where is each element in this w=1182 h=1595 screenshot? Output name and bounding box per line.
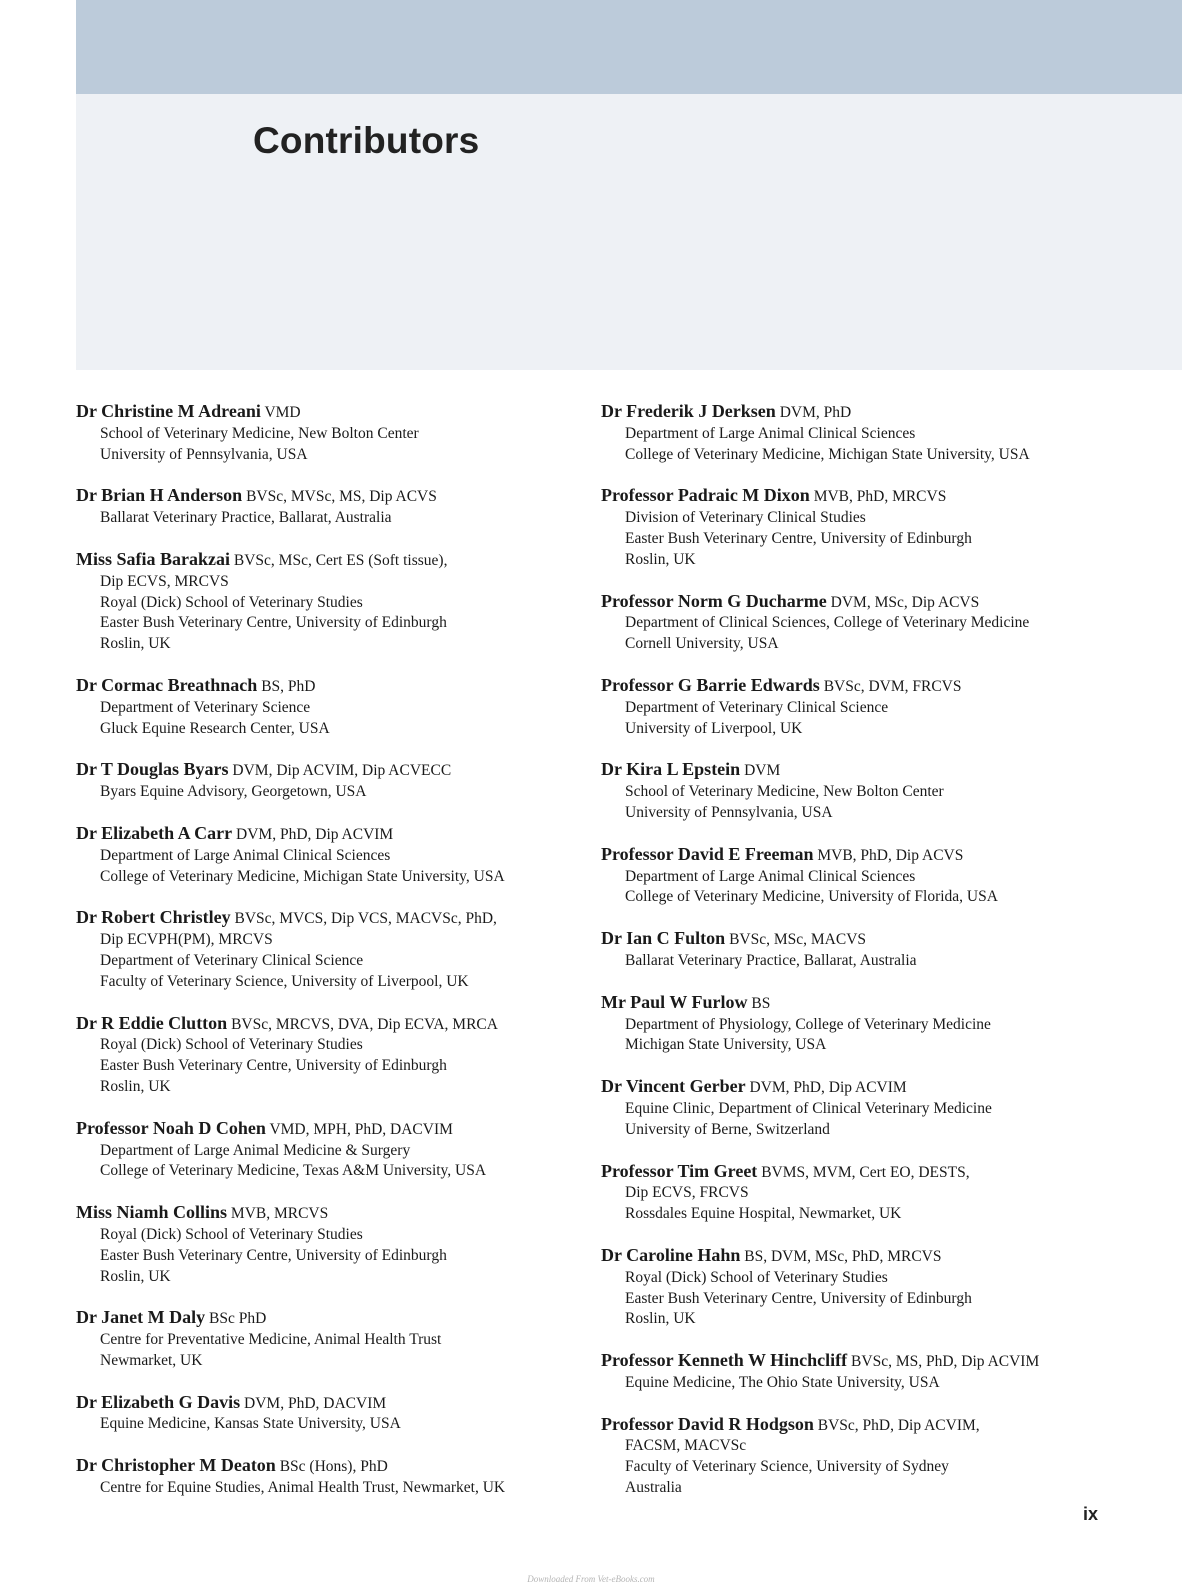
contributor-name: Dr Ian C Fulton <box>601 928 726 949</box>
contributor-qualifications: DVM, PhD <box>779 404 852 421</box>
contributor-entry <box>76 401 586 465</box>
contributor-heading <box>601 401 1161 424</box>
contributor-name: Miss Niamh Collins <box>76 1202 228 1223</box>
contributor-name: Dr Elizabeth G Davis <box>76 1391 241 1412</box>
contributor-entry <box>601 928 1161 972</box>
contributor-affiliation-line: Australia <box>625 1479 682 1497</box>
contributor-name: Dr Janet M Daly <box>76 1307 206 1328</box>
contributor-affiliation-line: Cornell University, USA <box>625 635 779 653</box>
contributor-affiliation-line: Roslin, UK <box>625 550 696 568</box>
contributor-name: Miss Safia Barakzai <box>76 548 231 569</box>
contributor-name: Professor David E Freeman <box>601 843 814 864</box>
contributor-qualifications: BVSc, MSc, MACVS <box>729 931 867 949</box>
contributor-name: Professor Tim Greet <box>601 1160 758 1181</box>
contributor-affiliation-line: Centre for Preventative Medicine, Animal Health Trust <box>100 1331 442 1349</box>
contributor-affiliation-line: Department of Large Animal Medicine & Surgery <box>100 1141 411 1159</box>
contributor-qualifications: DVM <box>744 762 781 780</box>
contributor-heading <box>601 844 1161 867</box>
contributor-entry <box>76 549 586 655</box>
contributor-affiliation-line: Roslin, UK <box>100 1267 171 1285</box>
contributor-affiliation-line: School of Veterinary Medicine, New Bolton Center <box>100 424 419 442</box>
contributor-heading <box>76 549 586 572</box>
contributor-heading <box>76 485 586 508</box>
contributor-heading <box>76 907 586 930</box>
contributor-qualifications: BVSc, MVCS, Dip VCS, MACVSc, PhD, <box>234 910 497 928</box>
contributor-heading <box>601 1414 1161 1437</box>
contributor-heading <box>601 675 1161 698</box>
contributor-affiliation-line: Department of Large Animal Clinical Sciences <box>625 867 916 885</box>
contributor-name: Dr Elizabeth A Carr <box>76 822 233 843</box>
contributor-entry <box>601 844 1161 908</box>
contributor-affiliation-line: Byars Equine Advisory, Georgetown, USA <box>100 783 367 801</box>
contributor-qualifications: MVB, MRCVS <box>230 1205 329 1223</box>
contributor-entry <box>601 759 1161 823</box>
contributor-name: Professor G Barrie Edwards <box>601 674 820 695</box>
contributor-affiliation-line: Department of Physiology, College of Veterinary Medicine <box>625 1015 991 1033</box>
contributor-heading <box>76 675 586 698</box>
contributor-affiliation-line: School of Veterinary Medicine, New Bolton Center <box>625 783 944 801</box>
contributor-qualifications: BVSc, MS, PhD, Dip ACVIM <box>851 1353 1040 1371</box>
contributor-affiliation-line: Equine Medicine, Kansas State University, USA <box>100 1415 401 1433</box>
contributor-affiliation-line: Roslin, UK <box>625 1310 696 1328</box>
contributor-name: Mr Paul W Furlow <box>601 991 748 1012</box>
contributor-affiliation-line: Roslin, UK <box>100 1077 171 1095</box>
contributor-entry <box>76 823 586 887</box>
contributor-entry <box>76 759 586 803</box>
contributor-qualifications: MVB, PhD, Dip ACVS <box>817 846 964 864</box>
contributor-heading <box>601 591 1161 614</box>
contributor-heading <box>601 1161 1161 1184</box>
contributor-heading <box>601 992 1161 1015</box>
contributor-affiliation-line: Dip ECVPH(PM), MRCVS <box>100 931 273 949</box>
contributor-affiliation-line: Department of Large Animal Clinical Sciences <box>625 424 916 442</box>
contributor-heading <box>76 1118 586 1141</box>
contributor-entry <box>76 485 586 529</box>
contributor-entry <box>76 1392 586 1436</box>
contributor-qualifications: BVSc, MSc, Cert ES (Soft tissue), <box>233 551 448 569</box>
contributor-name: Dr Kira L Epstein <box>601 759 741 780</box>
contributor-affiliation-line: Easter Bush Veterinary Centre, University of Edinburgh <box>100 1057 447 1075</box>
contributor-heading <box>76 1392 586 1415</box>
contributor-name: Dr Cormac Breathnach <box>76 674 258 695</box>
contributor-entry <box>76 907 586 992</box>
contributor-affiliation-line: Rossdales Equine Hospital, Newmarket, UK <box>625 1205 902 1223</box>
contributor-affiliation-line: University of Liverpool, UK <box>625 719 803 737</box>
contributor-affiliation-line: College of Veterinary Medicine, University of Florida, USA <box>625 888 998 906</box>
contributor-entry <box>76 1202 586 1287</box>
contributor-affiliation-line: Roslin, UK <box>100 635 171 653</box>
contributor-name: Professor Noah D Cohen <box>76 1117 266 1138</box>
contributor-entry <box>76 1118 586 1182</box>
contributor-qualifications: DVM, PhD, DACVIM <box>244 1394 387 1412</box>
contributor-qualifications: VMD, MPH, PhD, DACVIM <box>269 1120 453 1138</box>
contributor-affiliation-line: University of Berne, Switzerland <box>625 1120 830 1138</box>
contributor-heading <box>76 823 586 846</box>
contributor-qualifications: MVB, PhD, MRCVS <box>813 488 947 506</box>
contributor-affiliation-line: Easter Bush Veterinary Centre, University of Edinburgh <box>100 614 447 632</box>
contributor-name: Dr T Douglas Byars <box>76 759 229 780</box>
contributor-heading <box>601 1350 1161 1373</box>
contributor-affiliation-line: University of Pennsylvania, USA <box>100 445 308 463</box>
contributor-entry <box>76 1307 586 1371</box>
contributor-affiliation-line: College of Veterinary Medicine, Michigan State University, USA <box>100 867 505 885</box>
contributor-qualifications: BVSc, MVSc, MS, Dip ACVS <box>246 488 437 506</box>
contributor-affiliation-line: Easter Bush Veterinary Centre, University of Edinburgh <box>625 1289 972 1307</box>
contributor-heading <box>76 1013 586 1036</box>
contributors-left-column <box>76 401 586 1519</box>
header-band <box>76 0 1182 94</box>
download-watermark: Downloaded From Vet-eBooks.com <box>527 1574 655 1584</box>
contributor-name: Dr Brian H Anderson <box>76 485 243 506</box>
contributors-right-column <box>601 401 1161 1519</box>
contributor-qualifications: DVM, PhD, Dip ACVIM <box>236 825 394 843</box>
contributor-entry <box>601 1161 1161 1225</box>
contributor-qualifications: BVSc, MRCVS, DVA, Dip ECVA, MRCA <box>231 1015 498 1033</box>
contributor-affiliation-line: University of Pennsylvania, USA <box>625 803 833 821</box>
contributor-qualifications: DVM, PhD, Dip ACVIM <box>749 1079 907 1097</box>
contributor-affiliation-line: Department of Veterinary Clinical Science <box>100 951 364 969</box>
contributor-heading <box>76 401 586 424</box>
contributor-qualifications: DVM, Dip ACVIM, Dip ACVECC <box>232 762 452 780</box>
contributor-qualifications: BS <box>751 994 771 1012</box>
contributor-heading <box>76 1455 586 1478</box>
contributor-entry <box>601 1350 1161 1394</box>
contributor-affiliation-line: Centre for Equine Studies, Animal Health Trust, Newmarket, UK <box>100 1479 506 1497</box>
contributor-affiliation-line: Gluck Equine Research Center, USA <box>100 719 330 737</box>
contributor-heading <box>76 1307 586 1330</box>
contributor-affiliation-line: College of Veterinary Medicine, Michigan State University, USA <box>625 445 1030 463</box>
contributor-affiliation-line: Royal (Dick) School of Veterinary Studies <box>100 593 363 611</box>
contributor-name: Dr R Eddie Clutton <box>76 1012 228 1033</box>
contributor-affiliation-line: Royal (Dick) School of Veterinary Studies <box>100 1036 363 1054</box>
contributor-affiliation-line: Royal (Dick) School of Veterinary Studies <box>625 1268 888 1286</box>
contributor-qualifications: BSc PhD <box>209 1310 267 1328</box>
contributor-entry <box>601 1245 1161 1330</box>
contributor-qualifications: BVMS, MVM, Cert EO, DESTS, <box>761 1163 970 1181</box>
contributor-name: Dr Christine M Adreani <box>76 401 261 421</box>
contributor-name: Dr Caroline Hahn <box>601 1244 741 1265</box>
contributor-affiliation-line: Royal (Dick) School of Veterinary Studies <box>100 1225 363 1243</box>
contributor-entry <box>601 992 1161 1056</box>
contributor-affiliation-line: Easter Bush Veterinary Centre, University of Edinburgh <box>100 1246 447 1264</box>
contributor-qualifications: BS, DVM, MSc, PhD, MRCVS <box>744 1247 942 1265</box>
contributor-affiliation-line: College of Veterinary Medicine, Texas A&M University, USA <box>100 1162 487 1180</box>
contributor-name: Professor Padraic M Dixon <box>601 485 810 506</box>
contributor-name: Dr Vincent Gerber <box>601 1076 746 1097</box>
contributor-name: Dr Frederik J Derksen <box>601 401 776 421</box>
contributor-affiliation-line: Equine Medicine, The Ohio State University, USA <box>625 1373 940 1391</box>
contributor-heading <box>601 1245 1161 1268</box>
contributor-affiliation-line: Michigan State University, USA <box>625 1036 827 1054</box>
page-title: Contributors <box>253 120 480 161</box>
contributor-name: Dr Robert Christley <box>76 907 231 928</box>
contributor-name: Dr Christopher M Deaton <box>76 1455 276 1476</box>
contributor-affiliation-line: Department of Veterinary Science <box>100 698 311 716</box>
contributor-entry <box>601 675 1161 739</box>
contributor-entry <box>76 675 586 739</box>
contributor-affiliation-line: Department of Clinical Sciences, College of Veterinary Medicine <box>625 614 1030 632</box>
contributor-name: Professor David R Hodgson <box>601 1413 814 1434</box>
contributor-affiliation-line: Department of Large Animal Clinical Sciences <box>100 846 391 864</box>
contributor-affiliation-line: Newmarket, UK <box>100 1351 203 1369</box>
contributor-heading <box>601 928 1161 951</box>
contributor-affiliation-line: Faculty of Veterinary Science, University of Sydney <box>625 1458 949 1476</box>
contributor-affiliation-line: Ballarat Veterinary Practice, Ballarat, Australia <box>100 509 392 527</box>
contributor-affiliation-line: Easter Bush Veterinary Centre, University of Edinburgh <box>625 529 972 547</box>
contributor-affiliation-line: Division of Veterinary Clinical Studies <box>625 509 866 527</box>
contributor-qualifications: BSc (Hons), PhD <box>279 1458 388 1476</box>
contributor-entry <box>601 1076 1161 1140</box>
contributor-heading <box>601 485 1161 508</box>
contributor-entry <box>601 591 1161 655</box>
contributor-entry <box>76 1455 586 1499</box>
contributor-affiliation-line: Department of Veterinary Clinical Science <box>625 698 889 716</box>
contributor-qualifications: BS, PhD <box>261 677 316 695</box>
contributor-entry <box>601 1414 1161 1499</box>
contributor-affiliation-line: Faculty of Veterinary Science, University of Liverpool, UK <box>100 972 469 990</box>
contributor-name: Professor Kenneth W Hinchcliff <box>601 1350 848 1371</box>
contributor-heading <box>601 759 1161 782</box>
title-panel <box>76 94 1182 370</box>
contributor-entry <box>76 1013 586 1098</box>
contributor-qualifications: BVSc, PhD, Dip ACVIM, <box>817 1416 980 1434</box>
contributor-heading <box>601 1076 1161 1099</box>
contributor-entry <box>601 401 1161 465</box>
contributor-affiliation-line: Equine Clinic, Department of Clinical Veterinary Medicine <box>625 1099 992 1117</box>
page-number: ix <box>1082 1504 1098 1524</box>
contributor-entry <box>601 485 1161 570</box>
contributor-name: Professor Norm G Ducharme <box>601 590 827 611</box>
contributor-qualifications: VMD <box>264 404 301 421</box>
contributor-heading <box>76 759 586 782</box>
contributor-qualifications: BVSc, DVM, FRCVS <box>823 677 962 695</box>
contributor-affiliation-line: Ballarat Veterinary Practice, Ballarat, Australia <box>625 951 917 969</box>
contributor-affiliation-line: FACSM, MACVSc <box>625 1437 747 1455</box>
contributor-qualifications: DVM, MSc, Dip ACVS <box>830 593 980 611</box>
contributor-heading <box>76 1202 586 1225</box>
contributor-affiliation-line: Dip ECVS, FRCVS <box>625 1184 749 1202</box>
contributor-affiliation-line: Dip ECVS, MRCVS <box>100 572 229 590</box>
